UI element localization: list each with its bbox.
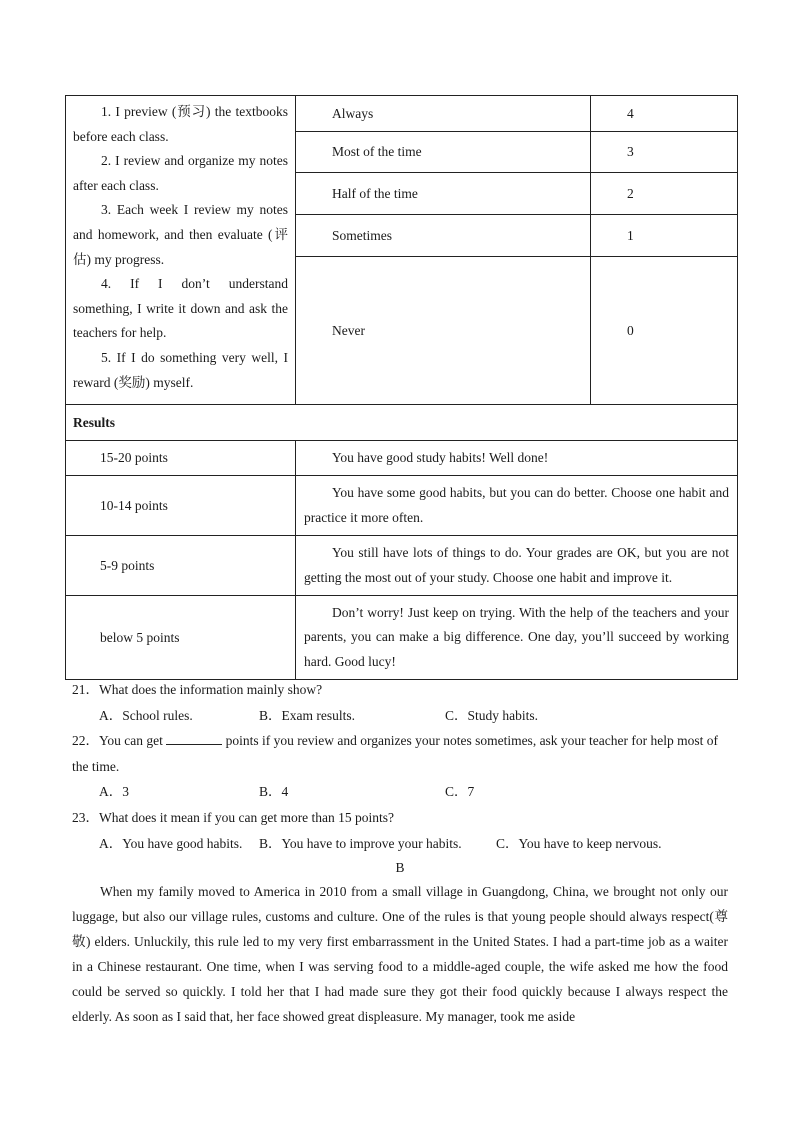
result-range: 5-9 points [66, 536, 296, 596]
frequency-points: 0 [591, 257, 738, 405]
option-b: B．4 [259, 784, 289, 799]
option-c: C．You have to keep nervous. [496, 835, 662, 851]
options-row [72, 831, 732, 857]
frequency-label: Most of the time [296, 132, 591, 173]
result-description: You still have lots of things to do. Your grades are OK, but you are not getting the most out of your study. Choose one habit and improve it. [296, 536, 738, 596]
frequency-points: 3 [591, 132, 738, 173]
results-heading: Results [66, 405, 738, 441]
statement-item: 3. Each week I review my notes and homework, and then evaluate (评估) my progress. [73, 202, 288, 267]
statement-item: 4. If I don’t understand something, I write it down and ask the teachers for help. [73, 276, 288, 341]
option-b: B．You have to improve your habits. [259, 835, 462, 851]
table-row [66, 476, 738, 536]
result-description: You have some good habits, but you can do better. Choose one habit and practice it more often. [296, 476, 738, 536]
table-row [66, 441, 738, 476]
result-range: below 5 points [66, 596, 296, 680]
reading-passage: When my family moved to America in 2010 from a small village in Guangdong, China, we brought not only our luggage, but also our village rules, customs and culture. One of the rules is that young people should always respect(尊敬) elders. Unluckily, this rule led to my very first embarrassment in the United States. I had a part-time job as a waiter in a Chinese restaurant. One time, when I was serving food to a middle-aged couple, the wife asked me how the food could be served so quickly. I told her that I had made sure they got their food quickly because I always respect the elderly. As soon as I said that, her face showed great displeasure. My manager, took me aside [72, 884, 728, 1025]
frequency-label: Sometimes [296, 215, 591, 257]
option-a: A．School rules. [99, 707, 193, 723]
frequency-label: Always [296, 96, 591, 132]
option-a: A．3 [99, 784, 129, 799]
statement-item: 2. I review and organize my notes after each class. [73, 153, 288, 193]
result-range: 10-14 points [66, 476, 296, 536]
question-stem: 22．You can get points if you review and organizes your notes sometimes, ask your teacher for help most of the time. [72, 728, 732, 779]
statement-item: 5. If I do something very well, I reward (奖励) myself. [73, 349, 288, 390]
frequency-points: 2 [591, 173, 738, 215]
option-c: C．7 [445, 784, 475, 799]
table-row [66, 536, 738, 596]
answer-blank [166, 730, 222, 745]
statement-item: 1. I preview (预习) the textbooks before each class. [73, 104, 288, 144]
options-row [72, 703, 732, 729]
result-description: Don’t worry! Just keep on trying. With the help of the teachers and your parents, you can make a big difference. One day, you’ll succeed by working hard. Good lucy! [296, 596, 738, 680]
result-range: 15-20 points [66, 441, 296, 476]
study-habits-table [65, 95, 738, 680]
question-stem: 23．What does it mean if you can get more than 15 points? [72, 810, 395, 825]
section-heading: B [395, 860, 405, 875]
question-stem: 21．What does the information mainly show? [72, 682, 323, 697]
question-23 [72, 805, 732, 856]
question-21 [72, 677, 732, 728]
frequency-label: Half of the time [296, 173, 591, 215]
table-row [66, 96, 738, 132]
question-22 [72, 728, 732, 805]
table-row [66, 405, 738, 441]
frequency-label: Never [296, 257, 591, 405]
frequency-points: 4 [591, 96, 738, 132]
option-b: B．Exam results. [259, 707, 355, 723]
table-row [66, 596, 738, 680]
option-c: C．Study habits. [445, 707, 539, 723]
frequency-points: 1 [591, 215, 738, 257]
statements-cell [66, 96, 296, 405]
result-description: You have good study habits! Well done! [296, 441, 738, 476]
options-row [72, 779, 732, 805]
option-a: A．You have good habits. [99, 835, 243, 851]
